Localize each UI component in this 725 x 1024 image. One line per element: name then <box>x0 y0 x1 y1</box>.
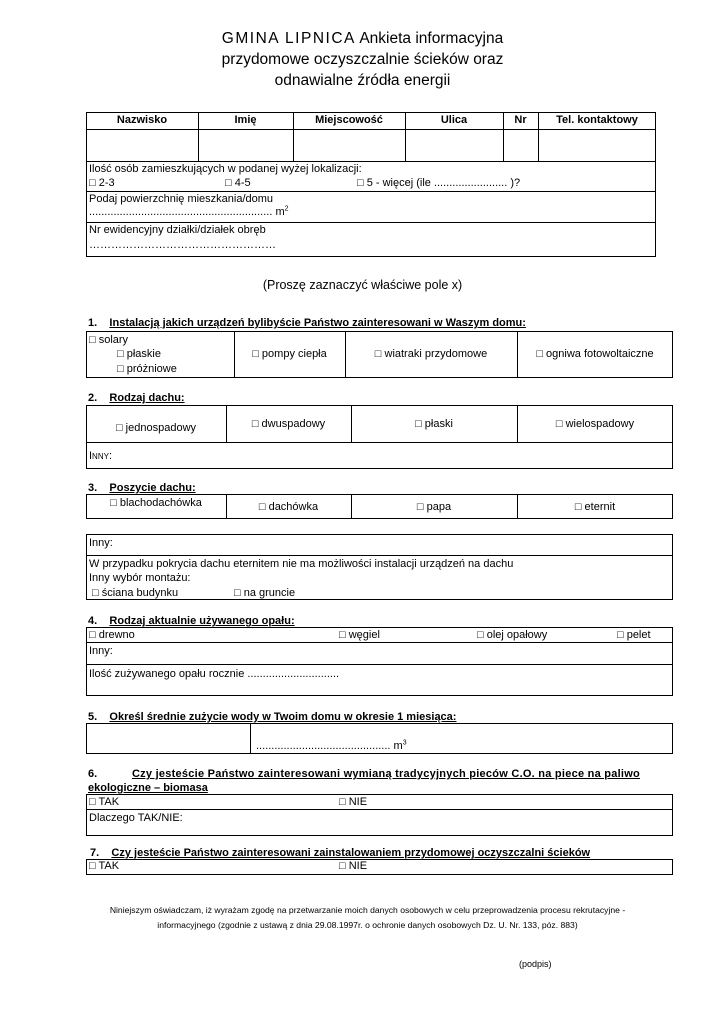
section-1-title: Instalacją jakich urządzeń bylibyście Państwo zainteresowani w Waszym domu: <box>109 317 526 329</box>
area-label: Podaj powierzchnię mieszkania/domu <box>89 193 274 205</box>
first-name-field[interactable] <box>199 130 292 160</box>
section-2-number: 2. <box>88 392 98 404</box>
area-dots: ............................................................ <box>89 206 273 218</box>
persons-label: Ilość osób zamieszkujących w podanej wyżej lokalizacji: <box>89 163 362 175</box>
col-header-surname: Nazwisko <box>116 114 168 126</box>
persons-option-5-more[interactable]: □ 5 - więcej (ile ........................ )? <box>357 177 521 189</box>
section-7-title: Czy jesteście Państwo zainteresowani zainstalowaniem przydomowej oczyszczalni ścieków <box>111 847 591 859</box>
fuel-amount[interactable]: Ilość zużywanego opału rocznie .............................. <box>89 668 340 680</box>
section-7-option-tak[interactable]: □ TAK <box>89 860 120 872</box>
section-3-heading <box>88 482 196 494</box>
option-pompy[interactable]: □ pompy ciepła <box>252 348 327 360</box>
option-solary[interactable]: □ solary <box>89 334 129 346</box>
option-sciana-budynku[interactable]: □ ściana budynku <box>92 587 179 599</box>
plot-label: Nr ewidencyjny działki/działek obręb <box>89 224 266 236</box>
persons-option-4-5[interactable]: □ 4-5 <box>225 177 251 189</box>
option-wielospadowy[interactable]: □ wielospadowy <box>555 418 635 430</box>
section-1-number: 1. <box>88 317 98 329</box>
eternit-note: W przypadku pokrycia dachu eternitem nie ma możliwości instalacji urządzeń na dachu <box>89 558 514 570</box>
section-5-title: Określ średnie zużycie wody w Twoim domu w okresie 1 miesiąca: <box>109 711 457 723</box>
water-usage-input[interactable] <box>256 740 407 753</box>
section-6-option-tak[interactable]: □ TAK <box>89 796 120 808</box>
section-4-number: 4. <box>88 615 98 627</box>
option-wegiel[interactable]: □ węgiel <box>339 629 380 641</box>
option-papa[interactable]: □ papa <box>416 501 452 513</box>
document-title <box>0 28 725 91</box>
title-line-1: Ankieta informacyjna <box>359 30 504 47</box>
section-2-table <box>86 405 673 469</box>
section-6-option-nie[interactable]: □ NIE <box>339 796 368 808</box>
option-pelet[interactable]: □ pelet <box>617 629 651 641</box>
section-2-title: Rodzaj dachu: <box>109 392 185 404</box>
consent-statement <box>95 903 640 933</box>
area-unit-exponent: 2 <box>284 205 289 213</box>
section-6-title-line-1: Czy jesteście Państwo zainteresowani wymianą tradycyjnych pieców C.O. na piece na paliwo <box>131 768 640 780</box>
option-blachodachowka[interactable]: □ blachodachówka <box>110 497 202 509</box>
section-6-why[interactable]: Dlaczego TAK/NIE: <box>89 812 183 824</box>
col-header-street: Ulica <box>440 114 468 126</box>
section-4-heading <box>88 615 295 627</box>
col-header-phone: Tel. kontaktowy <box>556 114 638 126</box>
option-dachowka[interactable]: □ dachówka <box>258 501 319 513</box>
col-header-number: Nr <box>514 114 527 126</box>
title-line-2: przydomowe oczyszczalnie ścieków oraz <box>221 51 504 68</box>
option-dwuspadowy[interactable]: □ dwuspadowy <box>251 418 326 430</box>
option-plaskie[interactable]: □ płaskie <box>117 348 161 360</box>
street-field[interactable] <box>406 130 502 160</box>
col-header-first-name: Imię <box>234 114 257 126</box>
roof-covering-other[interactable]: Inny: <box>89 537 113 549</box>
section-6-title-line-2-text: ekologiczne – biomasa <box>88 782 208 794</box>
plot-input[interactable]: …………………………………………… <box>89 239 276 251</box>
area-input[interactable] <box>89 206 289 219</box>
option-olej-opalowy[interactable]: □ olej opałowy <box>477 629 548 641</box>
consent-line-2: informacyjnego (zgodnie z ustawą z dnia 29.08.1997r. o ochronie danych osobowych Dz. U. Nr. 133, póz. 883) <box>157 920 578 930</box>
section-1-heading <box>88 317 526 329</box>
number-field[interactable] <box>504 130 537 160</box>
section-2-heading <box>88 392 185 404</box>
fuel-other[interactable]: Inny: <box>89 645 113 657</box>
section-6-number: 6. <box>88 768 98 780</box>
persons-option-2-3[interactable]: □ 2-3 <box>89 177 115 189</box>
option-jednospadowy[interactable]: □ jednospadowy <box>115 422 197 434</box>
section-7-heading <box>90 847 590 859</box>
option-prozniowe[interactable]: □ próżniowe <box>117 363 177 375</box>
option-wiatraki[interactable]: □ wiatraki przydomowe <box>374 348 488 360</box>
signature-label: (podpis) <box>519 959 552 969</box>
area-unit: m <box>275 206 285 218</box>
organization-name: GMINA LIPNICA <box>221 30 356 47</box>
col-header-locality: Miejscowość <box>315 114 383 126</box>
locality-field[interactable] <box>294 130 404 160</box>
phone-field[interactable] <box>539 130 655 160</box>
water-unit: m <box>393 740 403 752</box>
water-usage-dots: ............................................ <box>256 740 391 752</box>
section-5-number: 5. <box>88 711 98 723</box>
surname-field[interactable] <box>87 130 197 160</box>
section-7-number: 7. <box>90 847 100 859</box>
instruction-text: (Proszę zaznaczyć właściwe pole x) <box>262 278 463 292</box>
section-7-table <box>86 859 673 875</box>
section-4-title: Rodzaj aktualnie używanego opału: <box>109 615 295 627</box>
option-ogniwa[interactable]: □ ogniwa fotowoltaiczne <box>536 348 654 360</box>
option-plaski[interactable]: □ płaski <box>415 418 453 430</box>
roof-type-other[interactable]: Inny: <box>89 450 113 462</box>
section-7-option-nie[interactable]: □ NIE <box>339 860 368 872</box>
option-drewno[interactable]: □ drewno <box>89 629 135 641</box>
section-6-title-line-2 <box>88 782 208 794</box>
consent-line-1: Niniejszym oświadczam, iż wyrażam zgodę na przetwarzanie moich danych osobowych w celu przeprowadzenia procesu rekrutacyjne - <box>109 905 626 915</box>
section-6-heading <box>88 768 640 780</box>
section-3-title: Poszycie dachu: <box>109 482 196 494</box>
section-5-heading <box>88 711 456 723</box>
option-eternit[interactable]: □ eternit <box>574 501 616 513</box>
water-unit-exponent: 3 <box>402 739 407 747</box>
section-3-number: 3. <box>88 482 98 494</box>
title-line-3: odnawialne źródła energii <box>274 72 451 89</box>
mount-label: Inny wybór montażu: <box>89 572 191 584</box>
option-na-gruncie[interactable]: □ na gruncie <box>234 587 296 599</box>
